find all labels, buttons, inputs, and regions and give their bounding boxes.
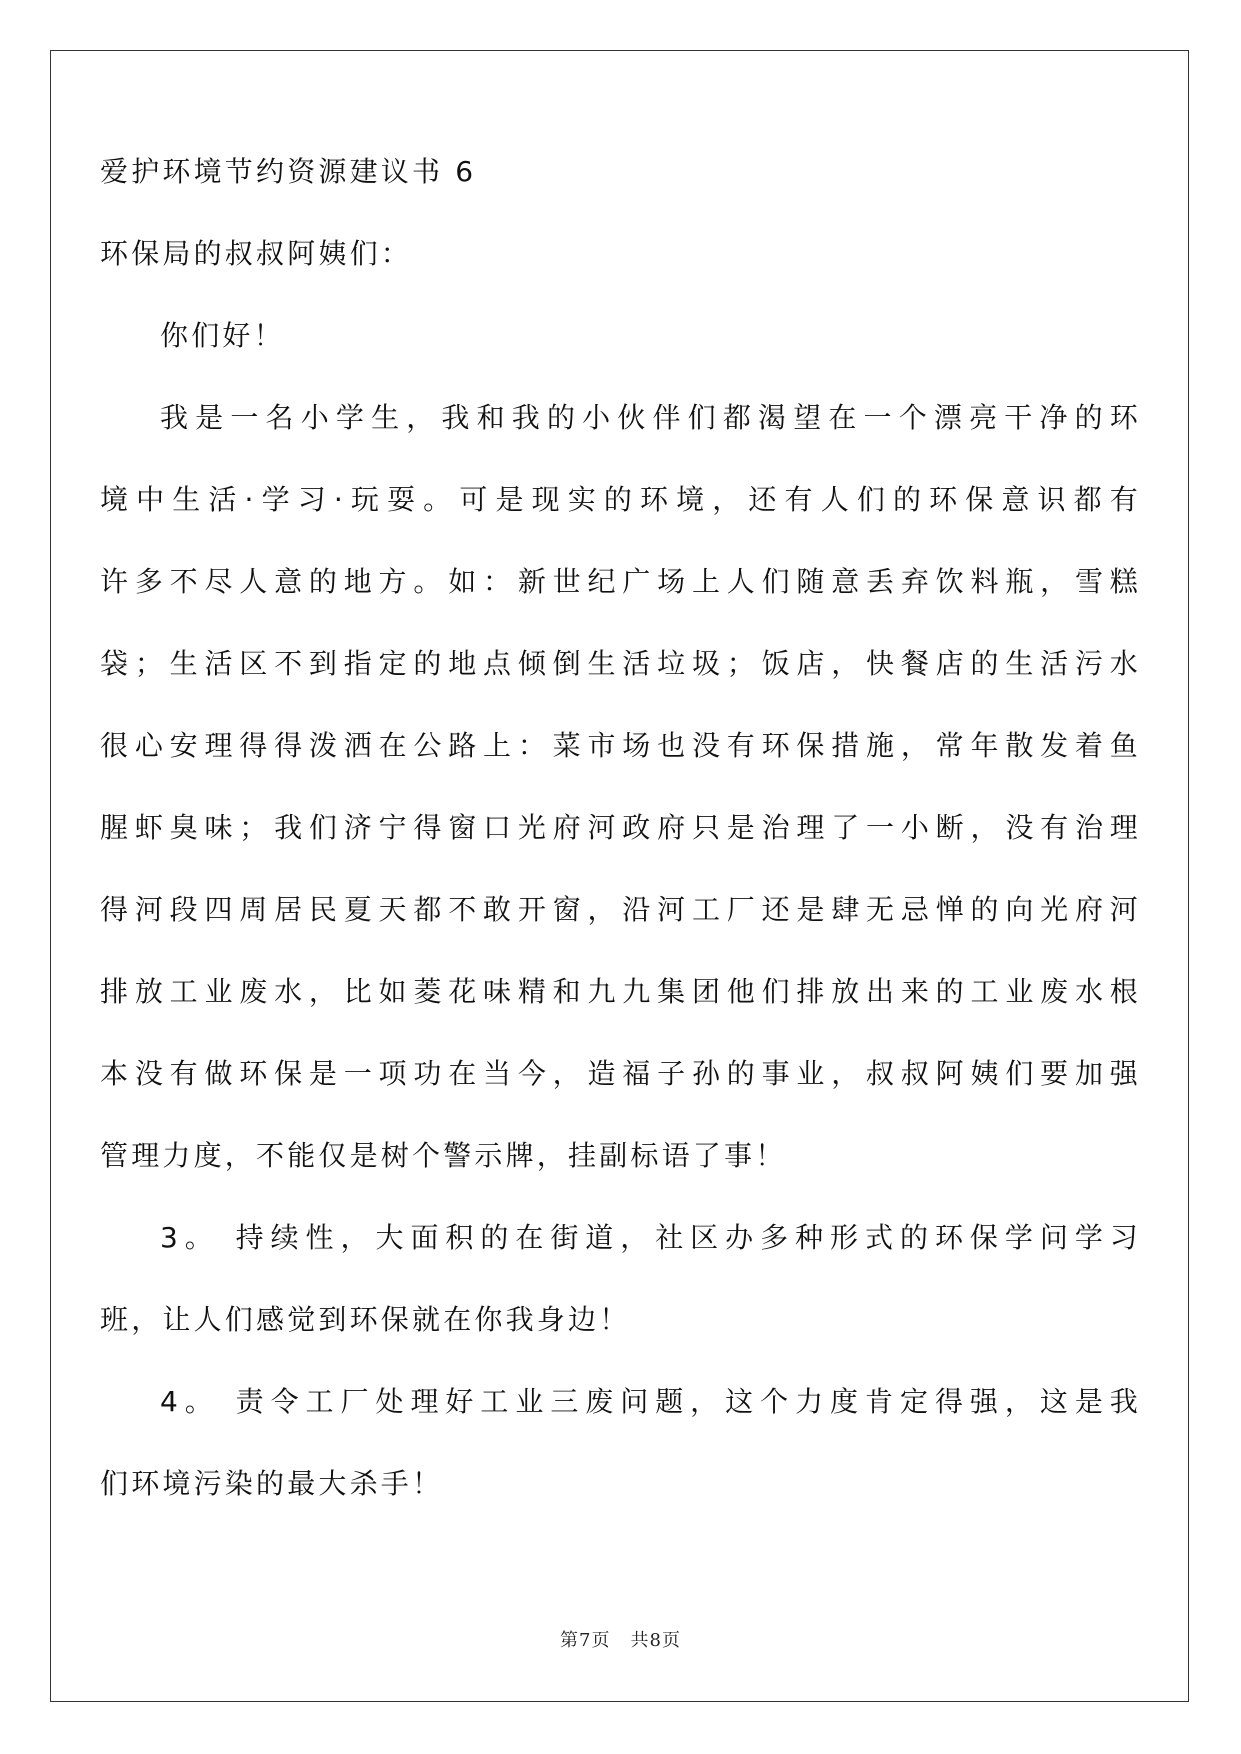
paragraph-line: 很心安理得得泼洒在公路上：菜市场也没有环保措施，常年散发着鱼	[100, 729, 1141, 762]
paragraph-1	[100, 396, 1141, 1178]
paragraph-line: 本没有做环保是一项功在当今，造福子孙的事业，叔叔阿姨们要加强	[100, 1057, 1141, 1090]
paragraph-line: 袋；生活区不到指定的地点倾倒生活垃圾；饭店，快餐店的生活污水	[100, 647, 1141, 680]
paragraph-line: 排放工业废水，比如菱花味精和九九集团他们排放出来的工业废水根	[100, 975, 1141, 1008]
page-total: 共8页	[630, 1630, 681, 1651]
paragraph-line: 腥虾臭味；我们济宁得窗口光府河政府只是治理了一小断，没有治理	[100, 811, 1141, 844]
paragraph-line: 管理力度，不能仅是树个警示牌，挂副标语了事！	[100, 1139, 787, 1172]
paragraph-line: 境中生活·学习·玩耍。可是现实的环境，还有人们的环保意识都有	[100, 483, 1141, 516]
greeting: 你们好！	[160, 319, 285, 352]
document-title: 爱护环境节约资源建议书 6	[100, 155, 477, 188]
paragraph-line: 许多不尽人意的地方。如：新世纪广场上人们随意丢弃饮料瓶，雪糕	[100, 565, 1141, 598]
salutation: 环保局的叔叔阿姨们：	[100, 237, 413, 270]
document-body	[100, 150, 1141, 1544]
page-footer	[0, 1626, 1241, 1652]
paragraph-3	[100, 1380, 1141, 1506]
paragraph-line: 们环境污染的最大杀手！	[100, 1467, 444, 1500]
paragraph-2	[100, 1216, 1141, 1342]
page-number: 第7页	[560, 1630, 611, 1651]
paragraph-line: 我是一名小学生，我和我的小伙伴们都渴望在一个漂亮干净的环	[160, 401, 1141, 434]
paragraph-line: 班，让人们感觉到环保就在你我身边！	[100, 1303, 631, 1336]
paragraph-line: 4。 责令工厂处理好工业三废问题，这个力度肯定得强，这是我	[160, 1385, 1141, 1418]
paragraph-line: 得河段四周居民夏天都不敢开窗，沿河工厂还是肆无忌惮的向光府河	[100, 893, 1141, 926]
paragraph-line: 3。 持续性，大面积的在街道，社区办多种形式的环保学问学习	[160, 1221, 1141, 1254]
